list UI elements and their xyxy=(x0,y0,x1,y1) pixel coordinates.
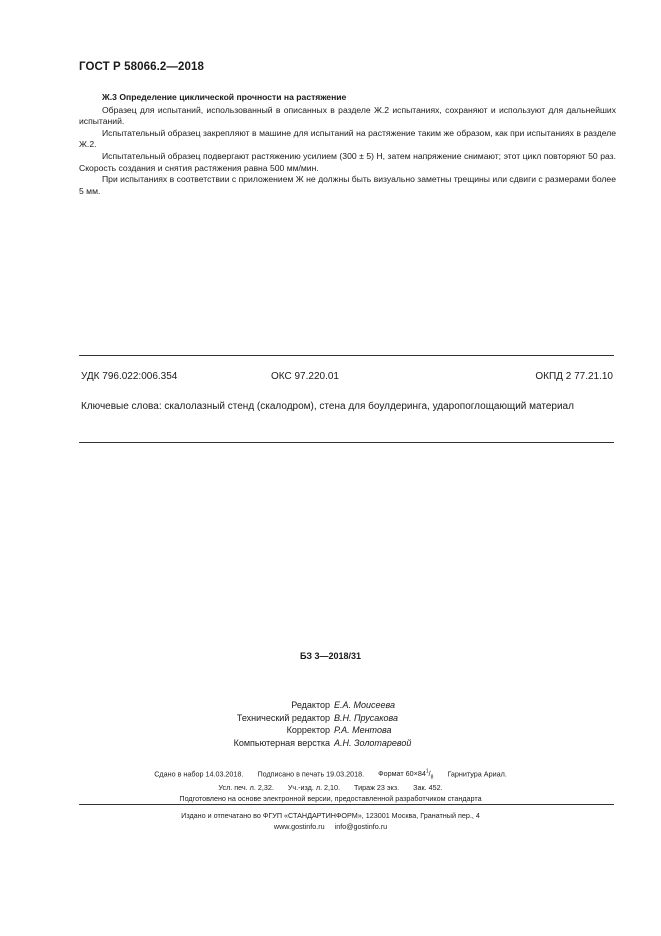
section-paragraph: При испытаниях в соответствии с приложением Ж не должны быть визуально заметны трещины или сдвиги с размерами более 5 мм. xyxy=(79,174,616,196)
section-paragraph: Образец для испытаний, использованный в описанных в разделе Ж.2 испытаниях, сохраняют и используют для дальнейших испытаний. xyxy=(79,104,616,127)
section-paragraph: Испытательный образец подвергают растяжению усилием (300 ± 5) Н, затем напряжение снимают; этот цикл повторяют 50 раз. Скорость создания и снятия растяжения равна 500 мм/мин. xyxy=(79,150,616,173)
imprint-print-sheets: Усл. печ. л. 2,32. xyxy=(218,783,274,793)
imprint-prepared: Подготовлено на основе электронной версии, предоставленной разработчиком стандарта xyxy=(179,793,482,803)
udk-code: УДК 796.022:006.354 xyxy=(81,371,178,382)
okpd-code: ОКПД 2 77.21.10 xyxy=(535,371,613,382)
imprint-block xyxy=(0,767,661,804)
classification-row xyxy=(81,371,613,385)
oks-code: ОКС 97.220.01 xyxy=(271,371,339,382)
imprint-line-1 xyxy=(0,767,661,783)
section-paragraph: Испытательный образец закрепляют в машине для испытаний на растяжение таким же образом, как при испытаниях в разделе Ж.2. xyxy=(79,127,616,150)
keywords: Ключевые слова: скалолазный стенд (скалодром), стена для боулдеринга, ударопоглощающий материал xyxy=(81,401,574,412)
credit-name: А.Н. Золотаревой xyxy=(334,737,412,748)
credit-role: Технический редактор xyxy=(236,712,330,723)
bz-number: БЗ 3—2018/31 xyxy=(299,651,362,661)
imprint-font: Гарнитура Ариал. xyxy=(447,769,507,779)
publisher-contacts xyxy=(0,821,661,832)
credit-role: Компьютерная верстка xyxy=(233,737,330,748)
imprint-line-2 xyxy=(0,783,661,794)
credit-role: Корректор xyxy=(286,725,330,736)
credit-tech-editor xyxy=(0,712,661,725)
document-code: ГОСТ Р 58066.2—2018 xyxy=(79,61,204,73)
imprint-signed: Подписано в печать 19.03.2018. xyxy=(257,769,365,779)
section-zh3 xyxy=(79,92,616,197)
imprint-circulation: Тираж 23 экз. xyxy=(354,783,400,793)
imprint-sent: Сдано в набор 14.03.2018. xyxy=(154,769,244,779)
credit-name: Е.А. Моисеева xyxy=(334,700,396,710)
format-denominator: 8 xyxy=(430,774,434,781)
bottom-divider xyxy=(79,442,614,443)
format-numerator: 1 xyxy=(425,769,429,775)
imprint-format-label: Формат 60×84 xyxy=(378,769,426,779)
section-title: Ж.3 Определение циклической прочности на растяжение xyxy=(102,92,347,102)
credit-layout xyxy=(0,737,661,750)
publisher-line: Издано и отпечатано во ФГУП «СТАНДАРТИНФОРМ», 123001 Москва, Гранатный пер., 4 xyxy=(181,811,480,820)
credit-editor xyxy=(0,699,661,712)
imprint-pub-sheets: Уч.-изд. л. 2,10. xyxy=(287,783,341,793)
imprint-divider xyxy=(79,804,614,805)
imprint-format: Формат $60\times 84^1/_8$ xyxy=(378,769,434,781)
credit-name: Р.А. Ментова xyxy=(334,725,392,736)
credits-block xyxy=(0,699,661,749)
credit-role: Редактор xyxy=(291,700,330,710)
publisher-email[interactable]: info@gostinfo.ru xyxy=(334,822,388,831)
credit-corrector xyxy=(0,724,661,737)
credit-name: В.Н. Прусакова xyxy=(334,712,398,723)
top-divider xyxy=(79,355,614,356)
publisher-website[interactable]: www.gostinfo.ru xyxy=(273,822,325,831)
publisher-block xyxy=(0,810,661,832)
imprint-order: Зак. 452. xyxy=(413,783,443,793)
